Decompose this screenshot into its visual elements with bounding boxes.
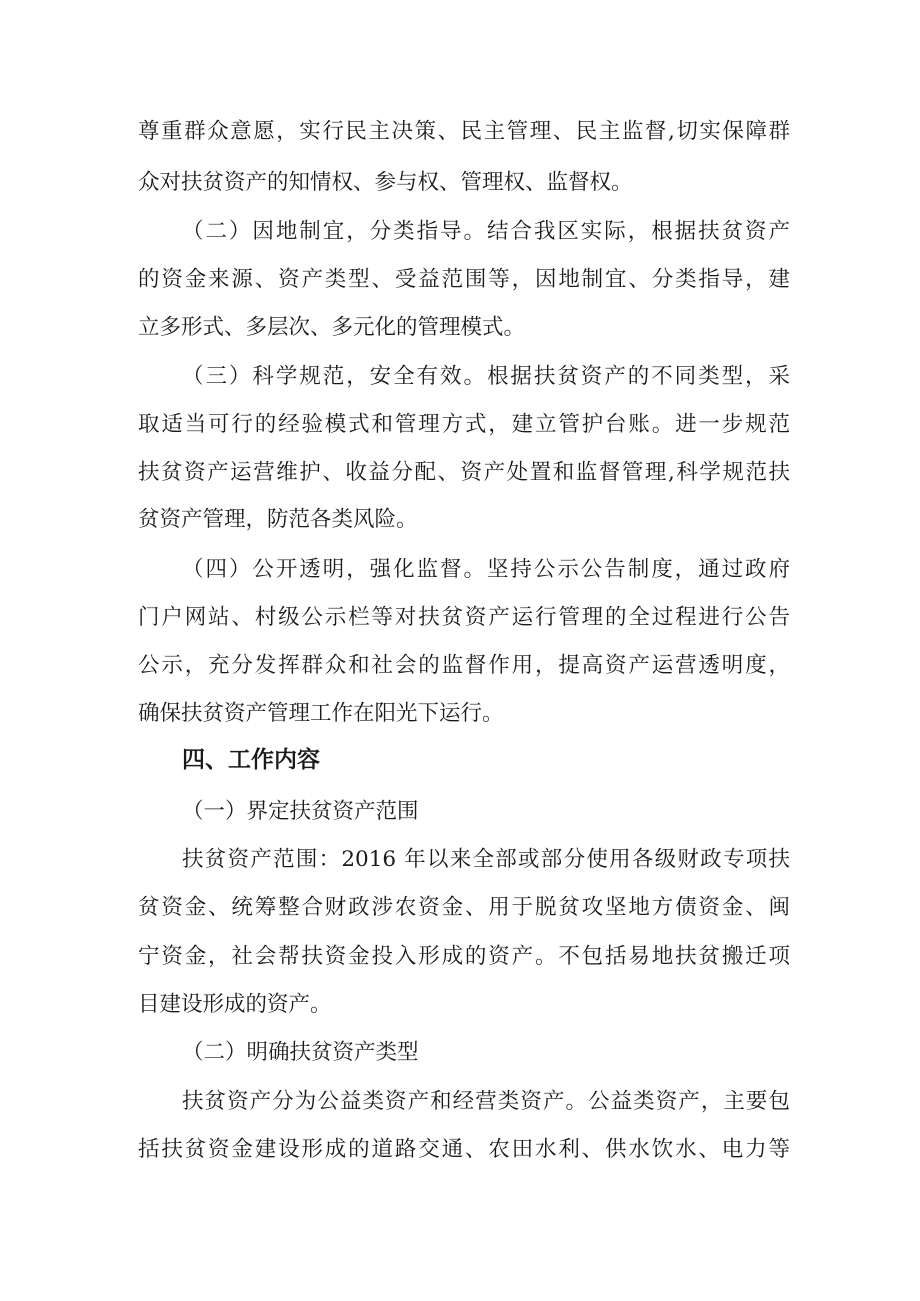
paragraph-line: 目建设形成的资产。 — [138, 992, 332, 1017]
section-heading: 四、工作内容 — [182, 747, 320, 773]
paragraph-line: （三）科学规范，安全有效。根据扶贫资产的不同类型，采 — [182, 364, 790, 389]
paragraph-line: 门户网站、村级公示栏等对扶贫资产运行管理的全过程进行公告 — [138, 605, 790, 630]
paragraph-line: 尊重群众意愿，实行民主决策、民主管理、民主监督,切实保障群 — [138, 119, 790, 144]
paragraph-line: 扶贫资产范围：2016 年以来全部或部分使用各级财政专项扶 — [182, 847, 790, 872]
paragraph-line: 取适当可行的经验模式和管理方式，建立管护台账。进一步规范 — [138, 412, 790, 437]
paragraph-line: 的资金来源、资产类型、受益范围等，因地制宜、分类指导，建 — [138, 267, 790, 292]
paragraph-line: 括扶贫资金建设形成的道路交通、农田水利、供水饮水、电力等 — [138, 1137, 790, 1162]
paragraph-line: （二）因地制宜，分类指导。结合我区实际，根据扶贫资产 — [182, 219, 790, 244]
paragraph-line: （四）公开透明，强化监督。坚持公示公告制度，通过政府 — [182, 557, 790, 582]
subsection-title: （一）界定扶贫资产范围 — [182, 799, 419, 824]
paragraph-line: 扶贫资产运营维护、收益分配、资产处置和监督管理,科学规范扶 — [138, 460, 790, 485]
paragraph-line: 宁资金，社会帮扶资金投入形成的资产。不包括易地扶贫搬迁项 — [138, 944, 790, 969]
paragraph-line: 立多形式、多层次、多元化的管理模式。 — [138, 315, 526, 340]
subsection-title: （二）明确扶贫资产类型 — [182, 1040, 419, 1065]
paragraph-line: 众对扶贫资产的知情权、参与权、管理权、监督权。 — [138, 170, 633, 195]
paragraph-line: 扶贫资产分为公益类资产和经营类资产。公益类资产，主要包 — [182, 1089, 790, 1114]
paragraph-line: 公示，充分发挥群众和社会的监督作用，提高资产运营透明度， — [138, 653, 790, 678]
paragraph-line: 确保扶贫资产管理工作在阳光下运行。 — [138, 701, 504, 726]
paragraph-line: 贫资金、统筹整合财政涉农资金、用于脱贫攻坚地方债资金、闽 — [138, 895, 790, 920]
paragraph-line: 贫资产管理，防范各类风险。 — [138, 507, 418, 532]
